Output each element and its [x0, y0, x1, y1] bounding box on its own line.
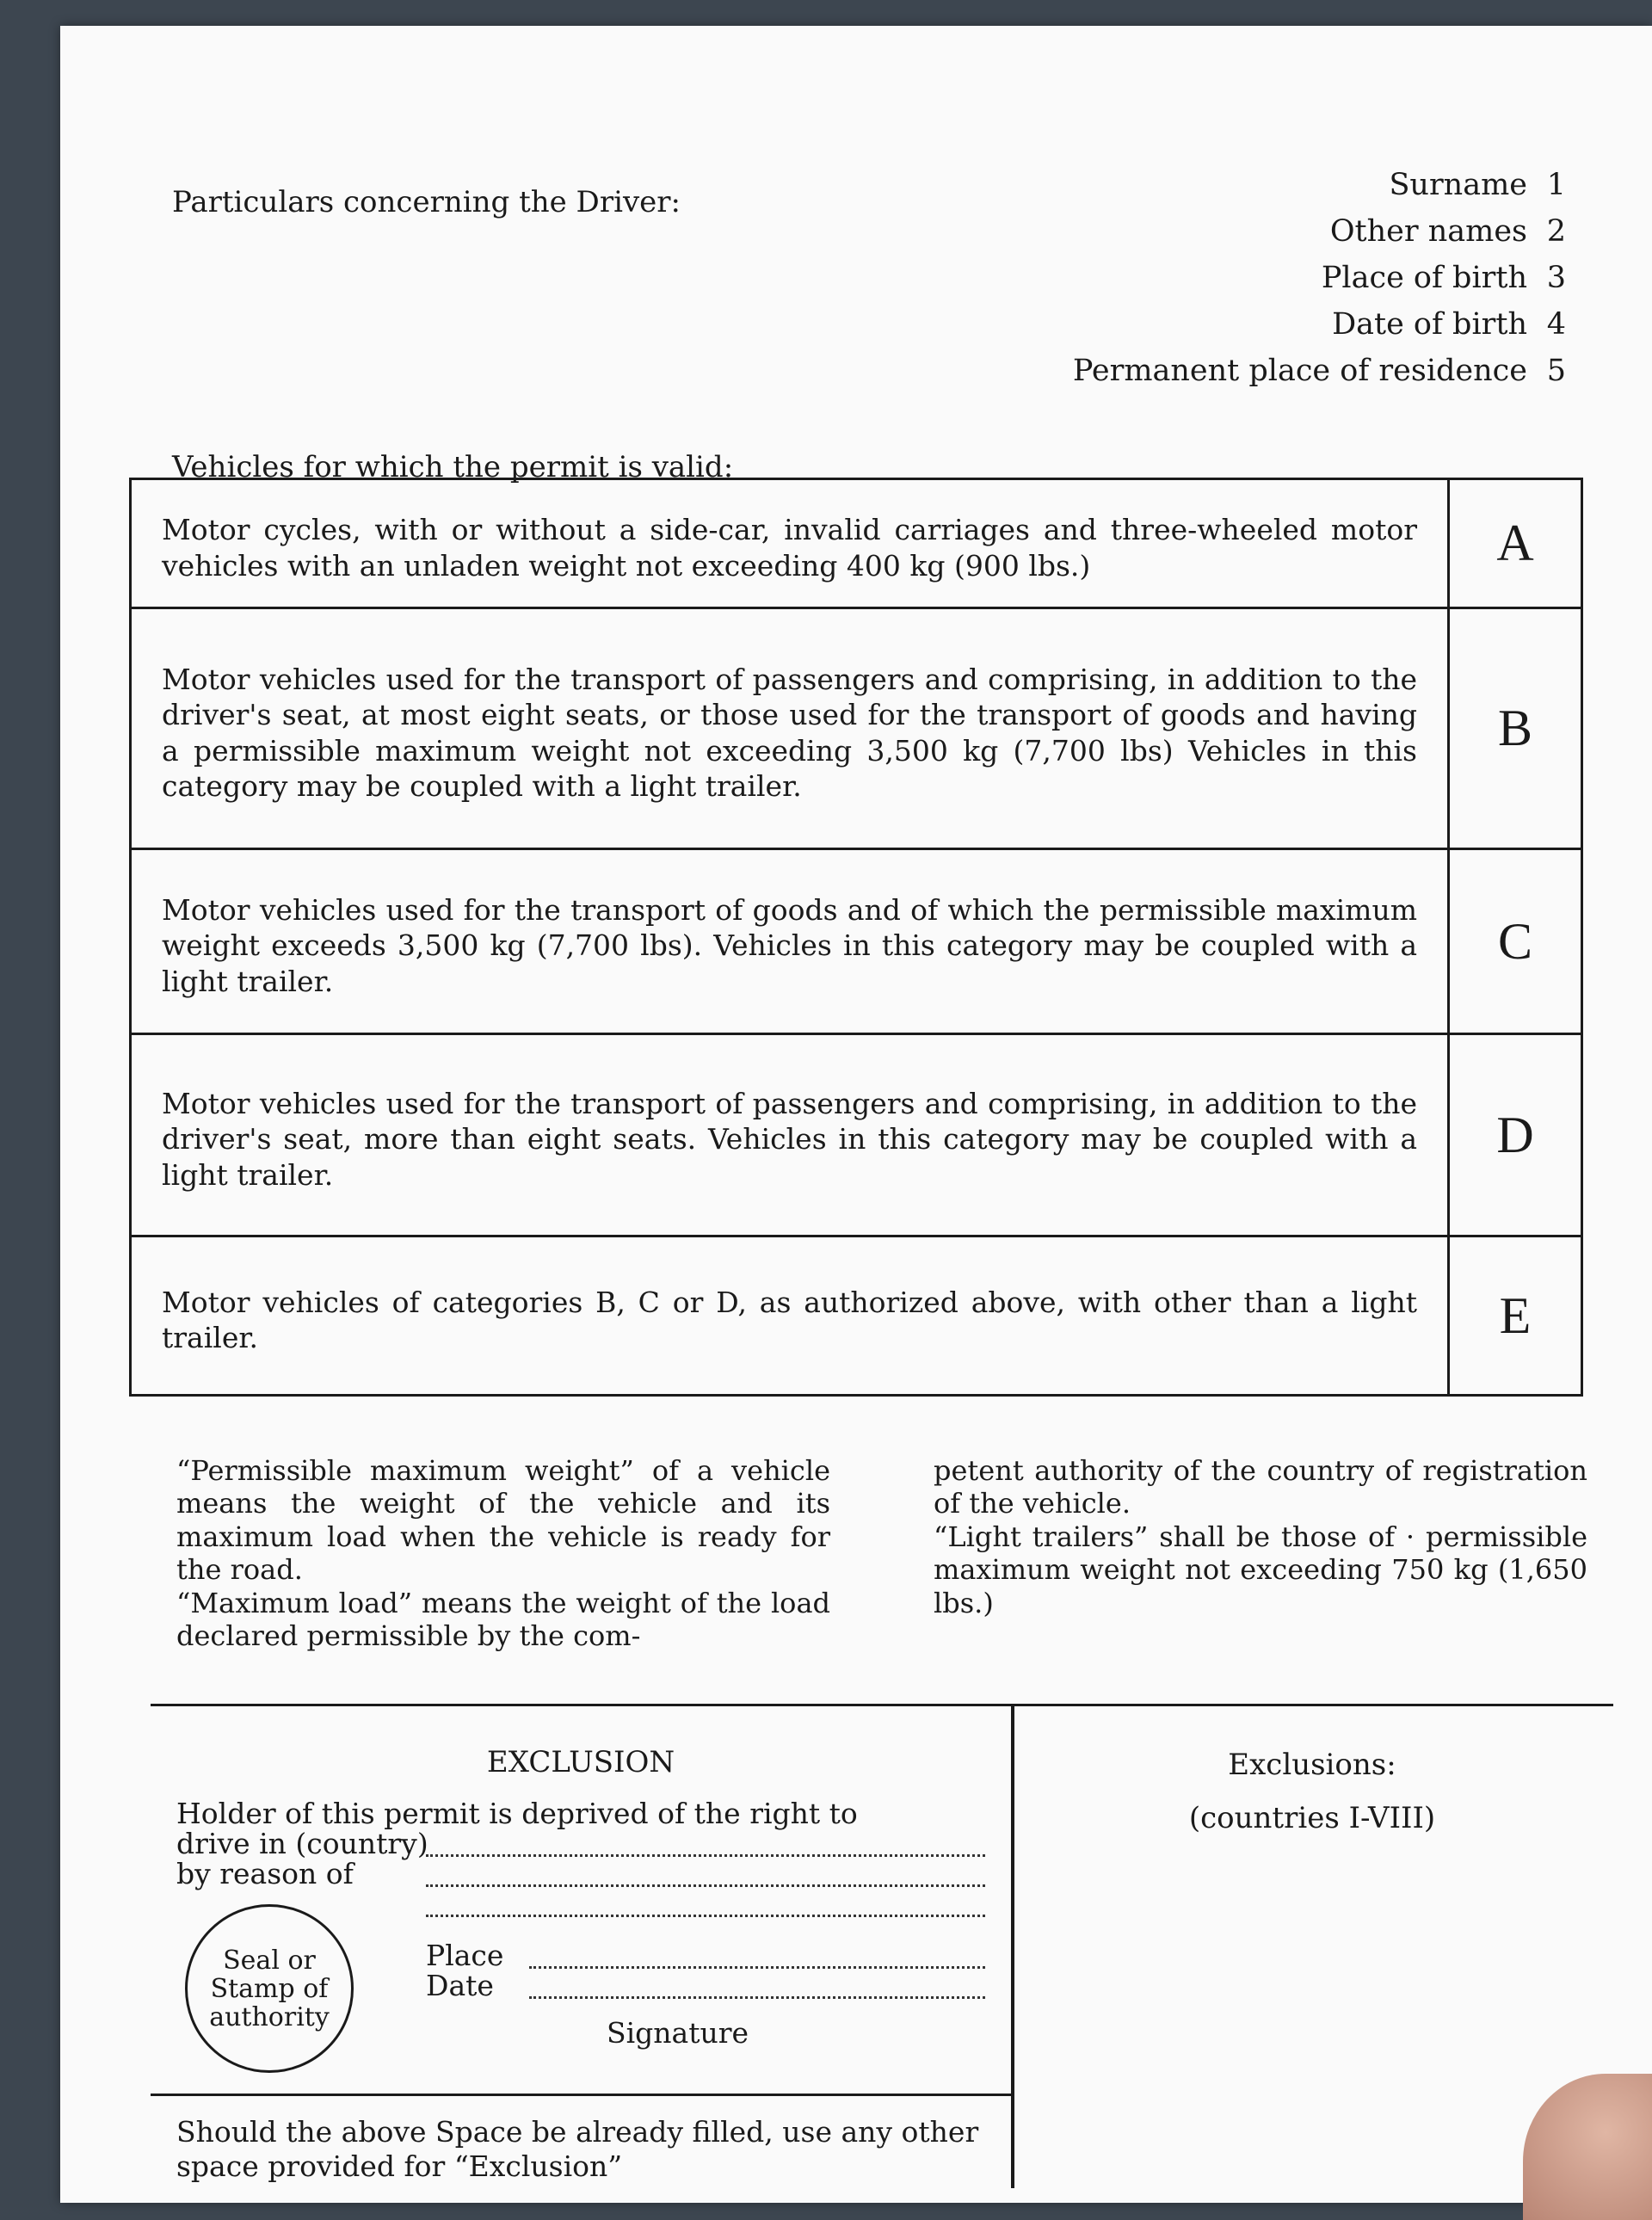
- category-row-b: [131, 608, 1582, 849]
- definition-text: “Light trailers” shall be those of · permissible maximum weight not exceeding 750 kg (1,650 lbs.): [934, 1520, 1587, 1619]
- category-description: Motor cycles, with or without a side-car, invalid carriages and three-wheeled motor vehicles with an unladen weight not exceeding 400 kg (900 lbs.): [131, 479, 1449, 608]
- category-letter: A: [1449, 479, 1582, 608]
- category-row-e: [131, 1236, 1582, 1396]
- reason-fill-line[interactable]: [426, 1884, 985, 1887]
- particular-place-of-birth: [792, 261, 1566, 307]
- exclusion-section: [151, 1704, 1613, 2188]
- definitions-left-column: [176, 1454, 830, 1652]
- exclusion-reason-label: by reason of: [176, 1857, 354, 1890]
- exclusion-title: EXCLUSION: [486, 1745, 675, 1779]
- category-letter: C: [1449, 849, 1582, 1034]
- particular-number: 5: [1546, 354, 1566, 388]
- particular-other-names: [792, 214, 1566, 261]
- particular-number: 4: [1546, 307, 1566, 342]
- exclusions-panel: [1011, 1706, 1613, 1835]
- definition-text: petent authority of the country of registration of the vehicle.: [934, 1454, 1587, 1520]
- place-fill-line[interactable]: [529, 1966, 985, 1969]
- particular-label: Other names: [1329, 214, 1527, 249]
- particular-label: Permanent place of residence: [1072, 354, 1527, 388]
- seal-stamp-circle: [185, 1904, 354, 2073]
- vehicle-category-table: [129, 478, 1583, 1397]
- category-description: Motor vehicles of categories B, C or D, as authorized above, with other than a light trailer.: [131, 1236, 1449, 1396]
- particular-label: Date of birth: [1332, 307, 1527, 342]
- seal-label: Seal or Stamp of authority: [209, 1945, 330, 2032]
- definitions-right-column: [934, 1454, 1587, 1652]
- place-label: Place: [426, 1939, 504, 1972]
- driver-particulars: [792, 168, 1566, 400]
- particular-date-of-birth: [792, 307, 1566, 354]
- weight-definitions: [176, 1454, 1630, 1652]
- date-fill-line[interactable]: [529, 1996, 985, 1999]
- particular-number: 1: [1546, 168, 1566, 202]
- particular-surname: [792, 168, 1566, 214]
- category-letter: E: [1449, 1236, 1582, 1396]
- exclusion-country-label: drive in (country): [176, 1827, 428, 1860]
- country-fill-line[interactable]: [426, 1854, 985, 1857]
- vehicles-heading: Vehicles for which the permit is valid:: [172, 450, 734, 484]
- category-letter: D: [1449, 1034, 1582, 1236]
- category-row-c: [131, 849, 1582, 1034]
- particular-number: 3: [1546, 261, 1566, 295]
- category-description: Motor vehicles used for the transport of passengers and comprising, in addition to the driver's seat, more than eight seats. Vehicles in this category may be coupled with a light trailer.: [131, 1034, 1449, 1236]
- particular-number: 2: [1546, 214, 1566, 249]
- category-description: Motor vehicles used for the transport of passengers and comprising, in addition to the driver's seat, at most eight seats, or those used for the transport of goods and having a permissible maximum weight not exceeding 3,500 kg (7,700 lbs) Vehicles in this category may be coupled with a light trailer.: [131, 608, 1449, 849]
- definition-text: “Permissible maximum weight” of a vehicle means the weight of the vehicle and its maximum load when the vehicle is ready for the road.: [176, 1454, 830, 1587]
- exclusion-text-line: Holder of this permit is deprived of the right to: [176, 1797, 858, 1830]
- exclusion-box: [151, 1706, 1014, 2188]
- category-row-d: [131, 1034, 1582, 1236]
- exclusions-subtitle: (countries I-VIII): [1188, 1801, 1436, 1835]
- exclusion-footer-note: Should the above Space be already filled, use any other space provided for “Exclusion”: [151, 2094, 1011, 2202]
- signature-label: Signature: [607, 2016, 749, 2050]
- particular-label: Place of birth: [1321, 261, 1527, 295]
- category-description: Motor vehicles used for the transport of goods and of which the permissible maximum weight exceeds 3,500 kg (7,700 lbs). Vehicles in this category may be coupled with a light trailer.: [131, 849, 1449, 1034]
- date-label: Date: [426, 1969, 494, 2002]
- category-row-a: [131, 479, 1582, 608]
- exclusions-title: Exclusions:: [1228, 1748, 1396, 1782]
- permit-page: [60, 26, 1652, 2203]
- definition-text: “Maximum load” means the weight of the load declared permissible by the com-: [176, 1586, 830, 1652]
- reason-fill-line-2[interactable]: [426, 1915, 985, 1917]
- particular-label: Surname: [1389, 168, 1527, 202]
- category-letter: B: [1449, 608, 1582, 849]
- particular-residence: [792, 354, 1566, 400]
- driver-heading: Particulars concerning the Driver:: [172, 185, 681, 219]
